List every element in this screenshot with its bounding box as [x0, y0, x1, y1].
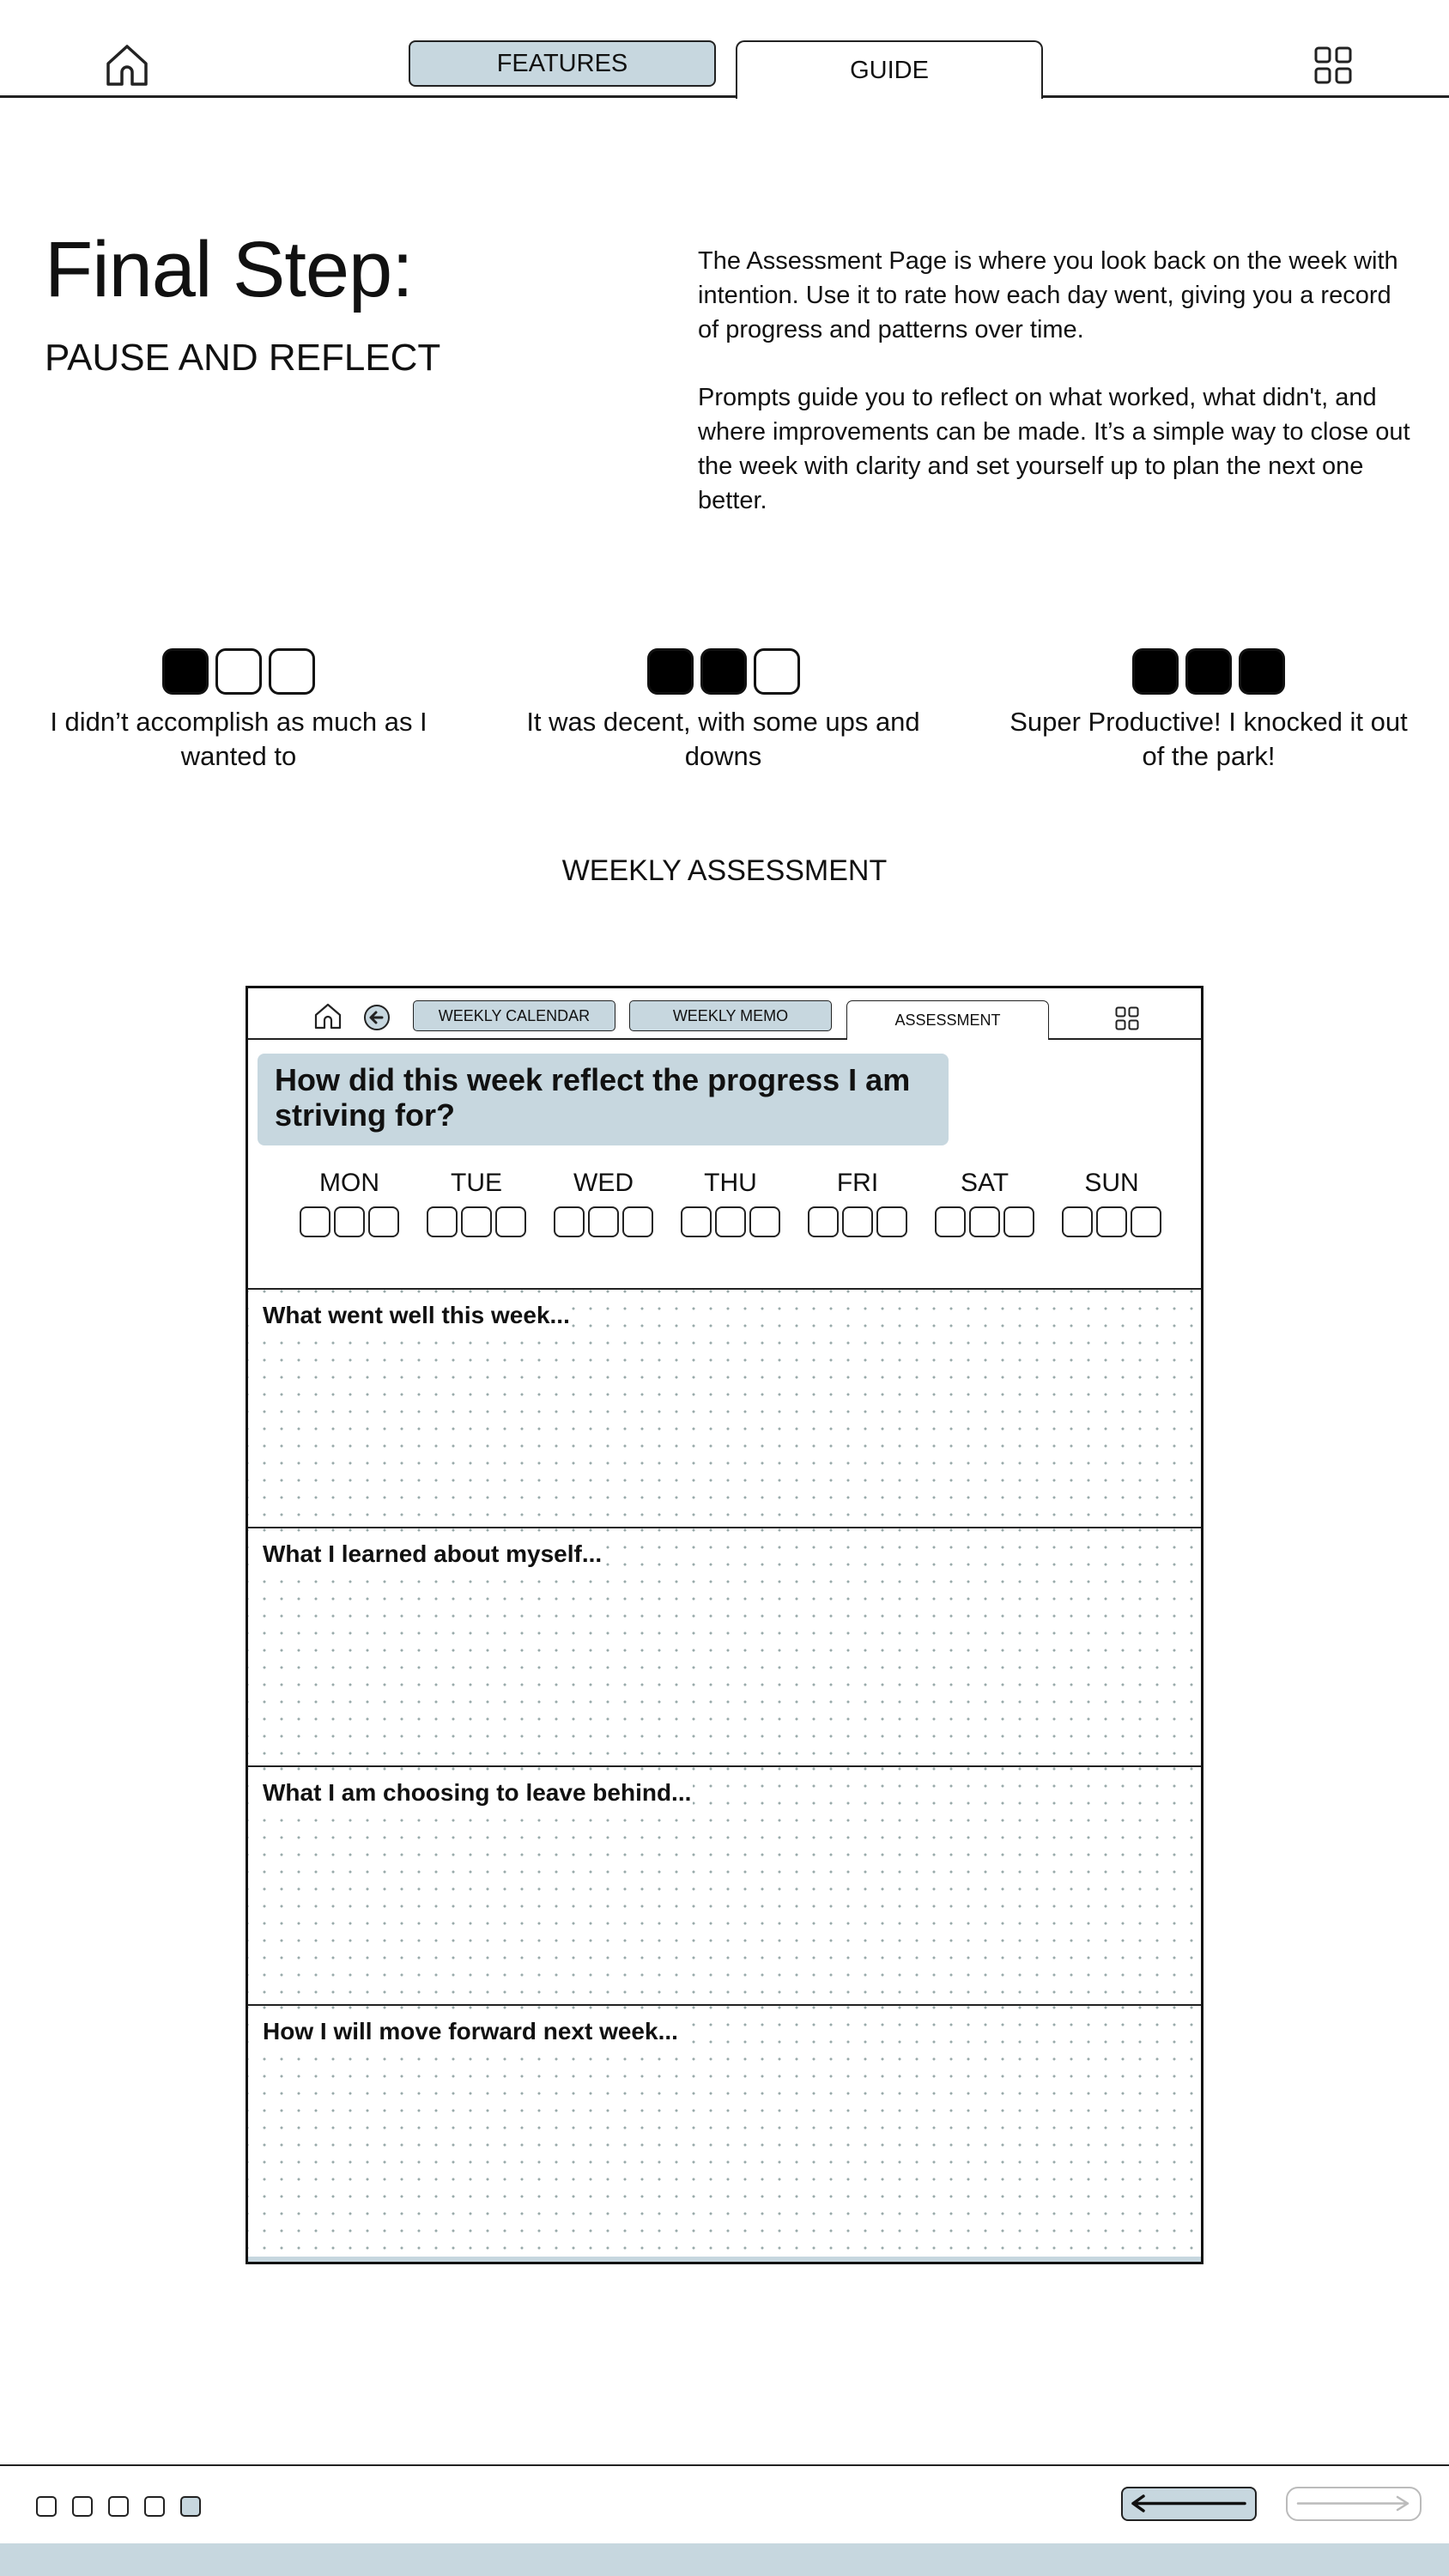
day-label: FRI: [836, 1169, 879, 1197]
mock-tab-assessment: ASSESSMENT: [846, 1000, 1049, 1040]
day-rating-boxes: [286, 1206, 413, 1244]
day-label: WED: [573, 1169, 634, 1197]
rating-squares: [1003, 648, 1415, 695]
day-rating-boxes: [794, 1206, 921, 1244]
day-column-mon: [286, 1169, 413, 1244]
day-label: TUE: [451, 1169, 502, 1197]
intro-paragraph-1: The Assessment Page is where you look back on the week with intention. Use it to rate how each day went, giving you a record of progress and patterns over time.: [698, 247, 1398, 343]
page-dot-5-current[interactable]: [180, 2496, 201, 2517]
footer-divider: [0, 2464, 1449, 2466]
prompt-section-went-well: [248, 1288, 1201, 1527]
next-page-button[interactable]: [1286, 2487, 1422, 2521]
day-rating-boxes: [413, 1206, 540, 1244]
page-dot-2[interactable]: [72, 2496, 93, 2517]
mock-bottom-bar: [248, 2257, 1201, 2262]
bottom-accent-bar: [0, 2543, 1449, 2576]
mock-tab-weekly-memo: WEEKLY MEMO: [629, 1000, 832, 1031]
arrow-left-icon: [1123, 2488, 1254, 2518]
day-rating-boxes: [1048, 1206, 1175, 1244]
day-label: SUN: [1084, 1169, 1139, 1197]
day-column-wed: [540, 1169, 667, 1244]
prev-page-button[interactable]: [1121, 2487, 1257, 2521]
rating-caption: It was decent, with some ups and downs: [526, 707, 920, 771]
intro-paragraph-2: Prompts guide you to reflect on what worked, what didn't, and where improvements can be made. It’s a simple way to close out the week with clarity and set yourself up to plan the next one better.: [698, 384, 1410, 514]
back-arrow-icon: [363, 1004, 391, 1031]
arrow-right-icon: [1288, 2488, 1419, 2518]
page-dot-4[interactable]: [144, 2496, 165, 2517]
page-dot-1[interactable]: [36, 2496, 57, 2517]
home-icon: [103, 43, 151, 88]
tab-features[interactable]: FEATURES: [409, 40, 716, 87]
grid-button[interactable]: [1314, 46, 1352, 84]
rating-squares: [41, 648, 436, 695]
rating-example-low: [41, 648, 436, 774]
prompt-label: How I will move forward next week...: [263, 2018, 678, 2044]
day-rating-boxes: [921, 1206, 1048, 1244]
mock-nav-divider: [248, 1038, 1201, 1040]
tab-guide[interactable]: GUIDE: [736, 40, 1043, 99]
day-label: THU: [704, 1169, 757, 1197]
day-label: MON: [319, 1169, 379, 1197]
home-button[interactable]: [103, 43, 151, 88]
page-dot-3[interactable]: [108, 2496, 129, 2517]
day-column-thu: [667, 1169, 794, 1244]
day-column-sun: [1048, 1169, 1175, 1244]
prompt-section-leave-behind: [248, 1765, 1201, 2004]
day-column-tue: [413, 1169, 540, 1244]
grid-icon: [1314, 46, 1352, 84]
day-label: SAT: [960, 1169, 1009, 1197]
prompt-section-learned: [248, 1527, 1201, 1765]
assessment-page-preview: [246, 986, 1203, 2264]
day-rating-boxes: [540, 1206, 667, 1244]
grid-icon: [1115, 1006, 1139, 1030]
nav-divider: [0, 95, 1449, 98]
day-column-fri: [794, 1169, 921, 1244]
rating-example-high: [1003, 648, 1415, 774]
mock-tab-weekly-calendar: WEEKLY CALENDAR: [413, 1000, 615, 1031]
day-column-sat: [921, 1169, 1048, 1244]
day-rating-boxes: [667, 1206, 794, 1244]
section-heading: WEEKLY ASSESSMENT: [561, 854, 888, 887]
prompt-section-move-forward: [248, 2004, 1201, 2255]
rating-example-mid: [515, 648, 931, 774]
rating-squares: [515, 648, 931, 695]
rating-caption: I didn’t accomplish as much as I wanted to: [50, 707, 427, 771]
rating-caption: Super Productive! I knocked it out of the park!: [1009, 707, 1408, 771]
prompt-label: What went well this week...: [263, 1302, 570, 1328]
home-icon: [313, 1002, 343, 1030]
prompt-label: What I learned about myself...: [263, 1540, 603, 1567]
page-subtitle: PAUSE AND REFLECT: [45, 337, 441, 379]
mock-question-banner: How did this week reflect the progress I am striving for?: [258, 1054, 949, 1145]
page-title: Final Step:: [45, 226, 413, 313]
prompt-label: What I am choosing to leave behind...: [263, 1779, 692, 1806]
